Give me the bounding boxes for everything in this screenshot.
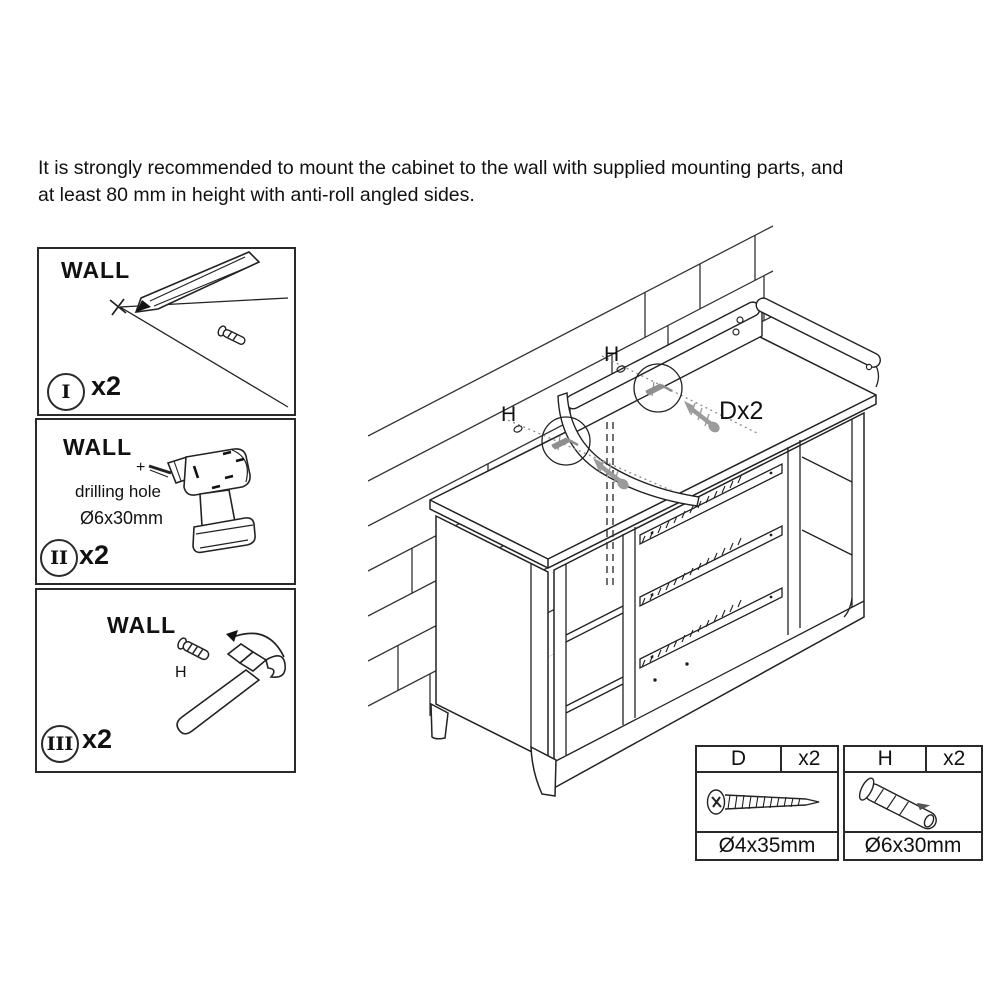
step-box-1: [37, 247, 296, 416]
intro-line-2: at least 80 mm in height with anti-roll angled sides.: [38, 184, 475, 206]
step-numeral: III: [46, 733, 74, 755]
wall-label: WALL: [61, 257, 131, 283]
panel-hole: [653, 678, 656, 681]
intro-line-1: It is strongly recommended to mount the cabinet to the wall with supplied mounting parts, and: [38, 157, 844, 179]
rail-screw-hole: [733, 329, 739, 335]
anchor-label: H: [175, 664, 187, 681]
rail-screw-hole: [737, 317, 743, 323]
wall-plug-small-icon: [217, 325, 247, 347]
part-size: Ø4x35mm: [697, 831, 837, 859]
anchor-icon: [851, 773, 975, 831]
part-header: [845, 747, 981, 773]
part-header: [697, 747, 837, 773]
step-count: x2: [91, 371, 122, 401]
screw-icon: [702, 774, 832, 830]
hammer-icon: [177, 644, 285, 734]
anchor-label-upper: H: [604, 343, 620, 366]
step-numeral: I: [61, 381, 71, 403]
step-count: x2: [82, 724, 113, 754]
drill-size-note: Ø6x30mm: [80, 508, 164, 528]
step-numeral-badge: [41, 725, 79, 763]
wall-label: WALL: [63, 434, 133, 460]
rail-screw-hole: [866, 364, 871, 369]
part-box-d: [695, 745, 839, 861]
drill-icon: [149, 449, 255, 553]
drill-target-mark: +: [136, 459, 146, 476]
step-count: x2: [79, 540, 110, 570]
panel-hole: [685, 662, 688, 665]
part-count: x2: [798, 747, 821, 770]
step-numeral-badge: [47, 373, 85, 411]
sight-line-lower: [120, 307, 288, 407]
step-box-2: [35, 418, 296, 585]
step-box-3: [35, 588, 296, 773]
wall-label: WALL: [107, 612, 177, 638]
part-box-h: [843, 745, 983, 861]
intro-text: [38, 155, 968, 209]
step-numeral-badge: [40, 539, 78, 577]
part-id: H: [845, 747, 927, 771]
part-size: Ø6x30mm: [845, 831, 981, 859]
drilling-note: drilling hole: [75, 482, 161, 501]
part-count: x2: [943, 747, 966, 770]
screw-label: Dx2: [719, 397, 764, 425]
step-numeral: II: [50, 547, 68, 569]
part-id: D: [697, 747, 782, 771]
cabinet-leg: [531, 747, 556, 796]
wall-anchor-icon: [176, 637, 210, 662]
anchor-label-lower: H: [501, 403, 517, 426]
